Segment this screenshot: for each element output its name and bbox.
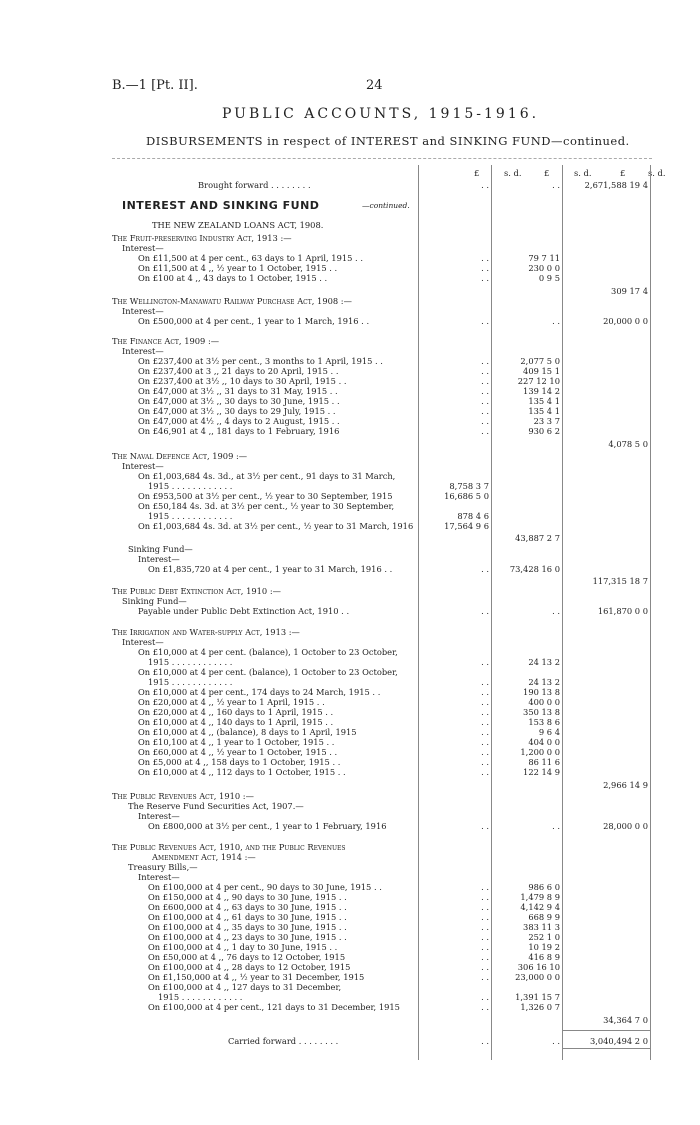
row-description: On £10,100 at 4 ,, 1 year to 1 October, 1915 . .: [138, 737, 335, 747]
amount-first-column: . .: [481, 657, 489, 667]
table-row: [0, 627, 700, 637]
amount-total-column: 309 17 4: [611, 286, 648, 296]
amount-first-column: . .: [481, 952, 489, 962]
table-row: [0, 439, 700, 449]
amount-second-column: 86 11 6: [528, 757, 560, 767]
page-title: PUBLIC ACCOUNTS, 1915-1916.: [222, 106, 540, 122]
amount-first-column: 17,564 9 6: [444, 521, 489, 531]
table-row: [0, 757, 700, 767]
table-row: [0, 376, 700, 386]
amount-first-column: . .: [481, 717, 489, 727]
row-description: Interest—: [122, 637, 164, 647]
amount-first-column: . .: [481, 747, 489, 757]
table-row: [0, 727, 700, 737]
amount-first-column: . .: [481, 972, 489, 982]
top-rule: [112, 158, 652, 159]
table-row: [0, 554, 700, 564]
section-heading: INTEREST AND SINKING FUND: [122, 199, 320, 212]
act-heading: The Naval Defence Act, 1909 :—: [112, 451, 248, 461]
table-row: [0, 767, 700, 777]
amount-first-column: . .: [481, 406, 489, 416]
row-description: On £100,000 at 4 per cent., 121 days to 31 December, 1915: [148, 1002, 400, 1012]
row-description: Treasury Bills,—: [128, 862, 198, 872]
amount-second-column: 1,326 0 7: [520, 1002, 560, 1012]
row-description: On £11,500 at 4 ,, ½ year to 1 October, 1915 . .: [138, 263, 338, 273]
amount-first-column: . .: [481, 882, 489, 892]
table-row: [0, 852, 700, 862]
table-row: [0, 416, 700, 426]
table-row: [0, 882, 700, 892]
amount-first-column: . .: [481, 727, 489, 737]
table-row: [0, 747, 700, 757]
amount-second-column: 986 6 0: [528, 882, 560, 892]
amount-second-column: 383 11 3: [523, 922, 560, 932]
act-heading: The Finance Act, 1909 :—: [112, 336, 220, 346]
row-description: Interest—: [138, 811, 180, 821]
table-row: [0, 922, 700, 932]
row-description: On £20,000 at 4 ,, ½ year to 1 April, 1915 . .: [138, 697, 325, 707]
table-row: [0, 1015, 700, 1025]
table-row: [0, 356, 700, 366]
table-row: [0, 667, 700, 677]
amount-total-column: 161,870 0 0: [597, 606, 648, 616]
table-row: [0, 220, 700, 230]
amount-first-column: 878 4 6: [457, 511, 489, 521]
row-description: On £237,400 at 3½ ,, 10 days to 30 April, 1915 . .: [138, 376, 347, 386]
table-row: [0, 564, 700, 574]
act-heading: The Public Revenues Act, 1910, and the Public Revenues: [112, 842, 346, 852]
currency-header-row: [0, 168, 700, 178]
amount-total-column: 34,364 7 0: [603, 1015, 648, 1025]
amount-second-column: 416 8 9: [528, 952, 560, 962]
row-description: Carried forward . . . . . . . .: [228, 1036, 339, 1046]
table-row: [0, 336, 700, 346]
table-row: [0, 451, 700, 461]
table-row: [0, 677, 700, 687]
amount-second-column: 400 0 0: [528, 697, 560, 707]
table-row: [0, 992, 700, 1002]
row-description: On £600,000 at 4 ,, 63 days to 30 June, 1915 . .: [148, 902, 347, 912]
amount-second-column: 135 4 1: [528, 396, 560, 406]
amount-second-column: 1,200 0 0: [520, 747, 560, 757]
amount-second-column: 10 19 2: [528, 942, 560, 952]
amount-first-column: . .: [481, 757, 489, 767]
table-row: [0, 386, 700, 396]
pounds-head: £: [544, 168, 550, 178]
row-description: On £50,000 at 4 ,, 76 days to 12 October, 1915: [148, 952, 346, 962]
row-description: Brought forward . . . . . . . .: [198, 180, 311, 190]
row-description: On £100,000 at 4 ,, 1 day to 30 June, 1915 . .: [148, 942, 338, 952]
amount-second-column: 668 9 9: [528, 912, 560, 922]
table-row: [0, 286, 700, 296]
amount-second-column: 306 16 10: [517, 962, 560, 972]
row-description: 1915 . . . . . . . . . . . .: [148, 481, 233, 491]
amount-second-column: 153 8 6: [528, 717, 560, 727]
amount-first-column: . .: [481, 376, 489, 386]
table-row: [0, 791, 700, 801]
amount-first-column: 16,686 5 0: [444, 491, 489, 501]
table-row: [0, 586, 700, 596]
amount-second-column: 135 4 1: [528, 406, 560, 416]
amount-second-column: 227 12 10: [517, 376, 560, 386]
row-description: On £1,835,720 at 4 per cent., 1 year to 31 March, 1916 . .: [148, 564, 393, 574]
table-row: [0, 952, 700, 962]
amount-second-column: 122 14 9: [523, 767, 560, 777]
row-description: On £47,000 at 3½ ,, 30 days to 29 July, 1915 . .: [138, 406, 336, 416]
row-description: On £10,000 at 4 per cent., 174 days to 24 March, 1915 . .: [138, 687, 381, 697]
row-description: On £60,000 at 4 ,, ½ year to 1 October, 1915 . .: [138, 747, 338, 757]
table-row: [0, 862, 700, 872]
row-description: On £47,000 at 3½ ,, 30 days to 30 June, 1915 . .: [138, 396, 340, 406]
amount-first-column: 8,758 3 7: [449, 481, 489, 491]
amount-first-column: . .: [481, 356, 489, 366]
row-description: On £100,000 at 4 ,, 127 days to 31 December,: [148, 982, 342, 992]
amount-second-column: 43,887 2 7: [515, 533, 560, 543]
table-row: [0, 902, 700, 912]
table-row: [0, 697, 700, 707]
amount-first-column: . .: [481, 767, 489, 777]
row-description: On £10,000 at 4 ,, (balance), 8 days to 1 April, 1915: [138, 727, 357, 737]
amount-total-column: 28,000 0 0: [603, 821, 648, 831]
amount-second-column: 1,479 8 9: [520, 892, 560, 902]
row-description: On £10,000 at 4 per cent. (balance), 1 October to 23 October,: [138, 647, 398, 657]
amount-first-column: . .: [481, 366, 489, 376]
row-description: On £237,400 at 3½ per cent., 3 months to 1 April, 1915 . .: [138, 356, 383, 366]
act-heading: The Wellington-Manawatu Railway Purchase Act, 1908 :—: [112, 296, 352, 306]
amount-second-column: 79 7 11: [528, 253, 560, 263]
shillings-pence-head: s. d.: [574, 168, 592, 178]
row-description: On £10,000 at 4 ,, 112 days to 1 October, 1915 . .: [138, 767, 346, 777]
amount-second-column: 23 3 7: [533, 416, 560, 426]
row-description: 1915 . . . . . . . . . . . .: [148, 677, 233, 687]
table-row: [0, 273, 700, 283]
amount-second-column: 404 0 0: [528, 737, 560, 747]
pounds-head: £: [474, 168, 480, 178]
table-row: [0, 821, 700, 831]
table-row: [0, 687, 700, 697]
amount-first-column: . .: [481, 902, 489, 912]
table-row: [0, 511, 700, 521]
row-description: Interest—: [122, 243, 164, 253]
amount-first-column: . .: [481, 962, 489, 972]
row-description: Interest—: [122, 306, 164, 316]
table-row: [0, 243, 700, 253]
table-row: [0, 501, 700, 511]
amount-first-column: . .: [481, 426, 489, 436]
row-description: On £100,000 at 4 ,, 35 days to 30 June, 1915 . .: [148, 922, 347, 932]
row-description: Interest—: [138, 554, 180, 564]
shillings-pence-head: s. d.: [648, 168, 666, 178]
table-row: [0, 707, 700, 717]
row-description: Interest—: [122, 461, 164, 471]
table-row: [0, 801, 700, 811]
amount-first-column: . .: [481, 1036, 489, 1046]
table-row: [0, 737, 700, 747]
table-row: [0, 201, 700, 211]
amount-second-column: 930 6 2: [528, 426, 560, 436]
table-row: [0, 481, 700, 491]
table-row: [0, 932, 700, 942]
table-row: [0, 872, 700, 882]
amount-second-column: 409 15 1: [523, 366, 560, 376]
row-description: On £10,000 at 4 per cent. (balance), 1 October to 23 October,: [138, 667, 398, 677]
table-row: [0, 657, 700, 667]
amount-second-column: 0 9 5: [538, 273, 560, 283]
table-row: [0, 811, 700, 821]
table-row: [0, 1002, 700, 1012]
table-row: [0, 180, 700, 190]
row-description: On £100,000 at 4 ,, 23 days to 30 June, 1915 . .: [148, 932, 347, 942]
amount-second-column: 230 0 0: [528, 263, 560, 273]
row-description: On £47,000 at 3½ ,, 31 days to 31 May, 1915 . .: [138, 386, 338, 396]
table-row: [0, 346, 700, 356]
amount-first-column: . .: [481, 687, 489, 697]
act-heading: Amendment Act, 1914 :—: [152, 852, 256, 862]
amount-first-column: . .: [481, 180, 489, 190]
table-row: [0, 780, 700, 790]
row-description: On £237,400 at 3 ,, 21 days to 20 April, 1915 . .: [138, 366, 339, 376]
row-description: 1915 . . . . . . . . . . . .: [148, 657, 233, 667]
amount-first-column: . .: [481, 707, 489, 717]
amount-total-column: 2,671,588 19 4: [584, 180, 648, 190]
table-row: [0, 306, 700, 316]
row-description: On £20,000 at 4 ,, 160 days to 1 April, 1915 . .: [138, 707, 334, 717]
amount-second-column: . .: [552, 606, 560, 616]
amount-first-column: . .: [481, 263, 489, 273]
amount-first-column: . .: [481, 1002, 489, 1012]
amount-second-column: 350 13 8: [523, 707, 560, 717]
row-description: 1915 . . . . . . . . . . . .: [158, 992, 243, 1002]
row-description: Interest—: [138, 872, 180, 882]
row-description: On £1,150,000 at 4 ,, ½ year to 31 December, 1915: [148, 972, 365, 982]
amount-total-column: 2,966 14 9: [603, 780, 648, 790]
pounds-head: £: [620, 168, 626, 178]
row-description: On £100,000 at 4 ,, 28 days to 12 October, 1915: [148, 962, 351, 972]
table-row: [0, 1036, 700, 1046]
table-row: [0, 533, 700, 543]
report-reference: B.—1 [Pt. II].: [112, 78, 198, 93]
table-row: [0, 606, 700, 616]
table-row: [0, 647, 700, 657]
amount-first-column: . .: [481, 821, 489, 831]
act-heading: The Irrigation and Water-supply Act, 1913 :—: [112, 627, 300, 637]
table-row: [0, 972, 700, 982]
amount-second-column: 24 13 2: [528, 677, 560, 687]
amount-first-column: . .: [481, 922, 489, 932]
table-row: [0, 717, 700, 727]
table-row: [0, 942, 700, 952]
table-row: [0, 471, 700, 481]
table-row: [0, 491, 700, 501]
row-description: On £1,003,684 4s. 3d. at 3½ per cent., ½ year to 31 March, 1916: [138, 521, 414, 531]
row-description: THE NEW ZEALAND LOANS ACT, 1908.: [152, 220, 324, 230]
table-row: [0, 637, 700, 647]
amount-second-column: 9 6 4: [538, 727, 560, 737]
amount-first-column: . .: [481, 273, 489, 283]
row-description: Sinking Fund—: [128, 544, 193, 554]
table-row: [0, 461, 700, 471]
row-description: Interest—: [122, 346, 164, 356]
table-row: [0, 396, 700, 406]
amount-second-column: . .: [552, 821, 560, 831]
amount-first-column: . .: [481, 253, 489, 263]
table-row: [0, 544, 700, 554]
table-row: [0, 426, 700, 436]
row-description: On £50,184 4s. 3d. at 3½ per cent., ½ year to 30 September,: [138, 501, 395, 511]
amount-first-column: . .: [481, 992, 489, 1002]
amount-first-column: . .: [481, 942, 489, 952]
shillings-pence-head: s. d.: [504, 168, 522, 178]
amount-second-column: 2,077 5 0: [520, 356, 560, 366]
amount-second-column: 190 13 8: [523, 687, 560, 697]
amount-first-column: . .: [481, 396, 489, 406]
table-subtitle: DISBURSEMENTS in respect of INTEREST and SINKING FUND—continued.: [146, 134, 630, 148]
amount-second-column: . .: [552, 180, 560, 190]
act-heading: The Public Debt Extinction Act, 1910 :—: [112, 586, 281, 596]
table-row: [0, 842, 700, 852]
row-description: On £100,000 at 4 ,, 61 days to 30 June, 1915 . .: [148, 912, 347, 922]
amount-first-column: . .: [481, 912, 489, 922]
table-row: [0, 962, 700, 972]
continued-label: —continued.: [362, 201, 410, 210]
row-description: The Reserve Fund Securities Act, 1907.—: [128, 801, 304, 811]
row-description: Sinking Fund—: [122, 596, 187, 606]
amount-first-column: . .: [481, 416, 489, 426]
table-row: [0, 233, 700, 243]
amount-first-column: . .: [481, 606, 489, 616]
amount-second-column: 1,391 15 7: [515, 992, 560, 1002]
table-row: [0, 263, 700, 273]
row-description: 1915 . . . . . . . . . . . .: [148, 511, 233, 521]
amount-second-column: . .: [552, 1036, 560, 1046]
row-description: On £5,000 at 4 ,, 158 days to 1 October, 1915 . .: [138, 757, 341, 767]
row-description: On £1,003,684 4s. 3d., at 3½ per cent., 91 days to 31 March,: [138, 471, 396, 481]
table-row: [0, 982, 700, 992]
row-description: Payable under Public Debt Extinction Act, 1910 . .: [138, 606, 350, 616]
amount-first-column: . .: [481, 677, 489, 687]
amount-total-column: 117,315 18 7: [592, 576, 648, 586]
act-heading: The Public Revenues Act, 1910 :—: [112, 791, 254, 801]
row-description: On £100 at 4 ,, 43 days to 1 October, 1915 . .: [138, 273, 328, 283]
table-row: [0, 521, 700, 531]
amount-second-column: 73,428 16 0: [509, 564, 560, 574]
amount-total-column: 20,000 0 0: [603, 316, 648, 326]
amount-total-column: 3,040,494 2 0: [589, 1036, 648, 1046]
amount-second-column: 139 14 2: [523, 386, 560, 396]
row-description: On £500,000 at 4 per cent., 1 year to 1 March, 1916 . .: [138, 316, 370, 326]
row-description: On £953,500 at 3½ per cent., ½ year to 30 September, 1915: [138, 491, 393, 501]
amount-total-column: 4,078 5 0: [608, 439, 648, 449]
amount-first-column: . .: [481, 892, 489, 902]
table-row: [0, 892, 700, 902]
amount-first-column: . .: [481, 932, 489, 942]
row-description: On £150,000 at 4 ,, 90 days to 30 June, 1915 . .: [148, 892, 347, 902]
act-heading: The Fruit-preserving Industry Act, 1913 :—: [112, 233, 292, 243]
table-row: [0, 576, 700, 586]
row-description: On £46,901 at 4 ,, 181 days to 1 February, 1916: [138, 426, 340, 436]
amount-second-column: 23,000 0 0: [515, 972, 560, 982]
row-description: On £47,000 at 4½ ,, 4 days to 2 August, 1915 . .: [138, 416, 340, 426]
table-row: [0, 406, 700, 416]
row-description: On £100,000 at 4 per cent., 90 days to 30 June, 1915 . .: [148, 882, 382, 892]
table-row: [0, 596, 700, 606]
page-number: 24: [366, 78, 383, 93]
total-rule: [563, 1030, 651, 1031]
amount-first-column: . .: [481, 564, 489, 574]
row-description: On £800,000 at 3½ per cent., 1 year to 1 February, 1916: [148, 821, 387, 831]
amount-second-column: 252 1 0: [528, 932, 560, 942]
table-row: [0, 366, 700, 376]
amount-first-column: . .: [481, 316, 489, 326]
amount-second-column: 24 13 2: [528, 657, 560, 667]
table-row: [0, 316, 700, 326]
row-description: On £11,500 at 4 per cent., 63 days to 1 April, 1915 . .: [138, 253, 363, 263]
row-description: On £10,000 at 4 ,, 140 days to 1 April, 1915 . .: [138, 717, 334, 727]
amount-second-column: 4,142 9 4: [520, 902, 560, 912]
table-row: [0, 912, 700, 922]
amount-first-column: . .: [481, 386, 489, 396]
amount-first-column: . .: [481, 737, 489, 747]
total-rule: [563, 1048, 651, 1049]
amount-first-column: . .: [481, 697, 489, 707]
table-row: [0, 253, 700, 263]
amount-second-column: . .: [552, 316, 560, 326]
table-row: [0, 296, 700, 306]
